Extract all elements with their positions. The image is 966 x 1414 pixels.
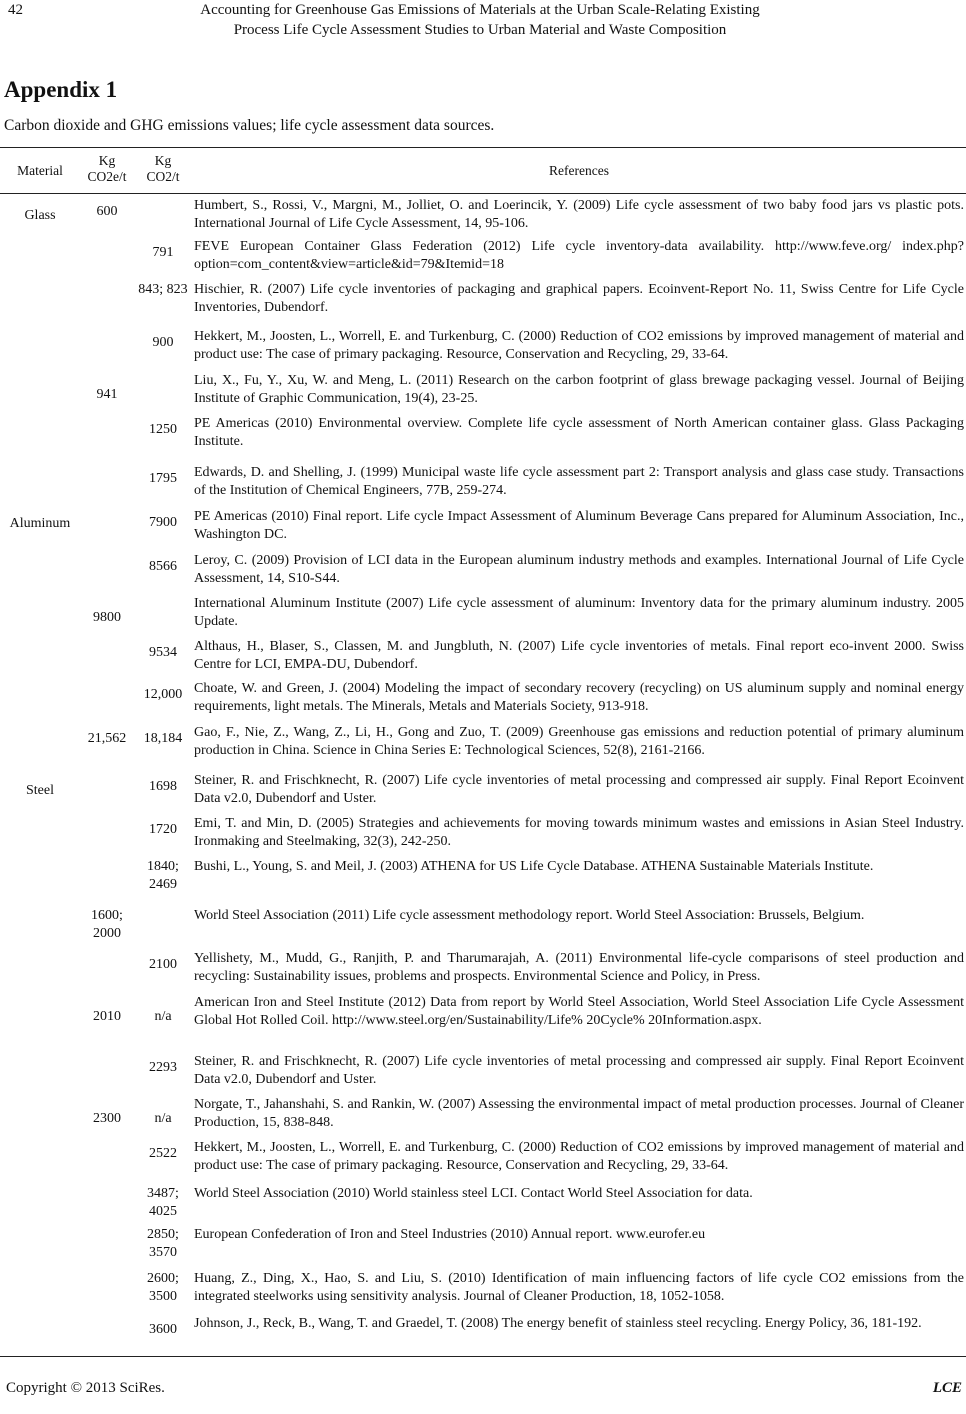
co2-cell: 843; 823 [138,282,188,297]
appendix-title: Appendix 1 [4,77,118,102]
co2-cell: 791 [152,245,174,260]
material-glass: Glass [24,208,56,223]
reference-cell: World Steel Association (2011) Life cycle assessment methodology report. World Steel Association: Brussels, Belgium. [194,908,865,923]
running-header [130,0,830,40]
co2e-cell: 2300 [93,1111,121,1126]
running-title-line-1: Accounting for Greenhouse Gas Emissions of Materials at the Urban Scale-Relating Existing [200,2,760,18]
reference-cell: Leroy, C. (2009) Provision of LCI data in the European aluminum industry methods and examples. International Journal of Life Cycle Assessment, 14, S10-S44. [194,553,964,586]
reference-cell: PE Americas (2010) Environmental overview. Complete life cycle assessment of North American container glass. Glass Packaging Institute. [194,416,964,449]
reference-cell: Huang, Z., Ding, X., Hao, S. and Liu, S. (2010) Identification of main influencing factors of life cycle CO2 emissions from the integrated steelworks using sensitivity analysis. Journal of Cleaner Production, 18, 1052-1058. [194,1271,964,1304]
reference-cell: Hekkert, M., Joosten, L., Worrell, E. and Turkenburg, C. (2000) Reduction of CO2 emissions by improved management of material and product use: The case of primary packaging. Resource, Conservation and Recycling, 29, 33-64. [194,329,964,362]
co2-cell: 1840; 2469 [147,859,179,892]
co2-cell: 1250 [149,422,177,437]
reference-cell: Humbert, S., Rossi, V., Margni, M., Jolliet, O. and Loerincik, Y. (2009) Life cycle assessment of two baby food jars vs plastic pots. International Journal of Life Cycle Assessment, 14, 95-106. [194,198,964,231]
reference-cell: World Steel Association (2010) World stainless steel LCI. Contact World Steel Association for data. [194,1186,753,1201]
co2-cell: 2293 [149,1060,177,1075]
co2e-cell: 941 [96,387,118,402]
reference-cell: Steiner, R. and Frischknecht, R. (2007) Life cycle inventories of metal processing and compressed air supply. Final Report Ecoinvent Data v2.0, Dubendorf and Uster. [194,773,964,806]
reference-cell: Althaus, H., Blaser, S., Classen, M. and Jungbluth, N. (2007) Life cycle inventories of metals. Final report eco-invent 2000. Swiss Centre for LCI, EMPA-DU, Dubendorf. [194,639,964,672]
co2e-cell: 1600; 2000 [91,908,123,941]
co2-cell: 3487; 4025 [147,1186,179,1219]
co2-cell: n/a [154,1009,172,1024]
co2-cell: 12,000 [143,687,183,702]
copyright: Copyright © 2013 SciRes. [6,1380,165,1396]
reference-cell: Hischier, R. (2007) Life cycle inventories of packaging and graphical papers. Ecoinvent-Report No. 11, Swiss Centre for Life Cycle Inventories, Dubendorf. [194,282,964,315]
co2-cell: 9534 [149,645,177,660]
co2-cell: 2850; 3570 [147,1227,179,1260]
co2-cell: 3600 [149,1322,177,1337]
co2e-cell: 600 [96,204,118,219]
reference-cell: Johnson, J., Reck, B., Wang, T. and Graedel, T. (2008) The energy benefit of stainless steel recycling. Energy Policy, 36, 181-192. [194,1316,922,1331]
table-caption: Carbon dioxide and GHG emissions values; life cycle assessment data sources. [4,117,495,134]
reference-cell: Gao, F., Nie, Z., Wang, Z., Li, H., Gong and Zuo, T. (2009) Greenhouse gas emissions and reduction potential of primary aluminum production in China. Science in China Series E: Technological Sciences, 52(8), 2161-2166. [194,725,964,758]
co2-cell: 2100 [149,957,177,972]
co2-cell: 1795 [149,471,177,486]
reference-cell: Bushi, L., Young, S. and Meil, J. (2003) ATHENA for US Life Cycle Database. ATHENA Sustainable Materials Institute. [194,859,874,874]
reference-cell: Steiner, R. and Frischknecht, R. (2007) Life cycle inventories of metal processing and compressed air supply. Final Report Ecoinvent Data v2.0, Dubendorf and Uster. [194,1054,964,1087]
reference-cell: Norgate, T., Jahanshahi, S. and Rankin, W. (2007) Assessing the environmental impact of metal production processes. Journal of Cleaner Production, 15, 838-848. [194,1097,964,1130]
co2-cell: 1698 [149,779,177,794]
reference-cell: Choate, W. and Green, J. (2004) Modeling the impact of secondary recovery (recycling) on US aluminum supply and nominal energy requirements, light metals. The Minerals, Metals and Materials Society, 913-918. [194,681,964,714]
page-number: 42 [8,2,23,18]
co2-cell: 2522 [149,1146,177,1161]
reference-cell: Emi, T. and Min, D. (2005) Strategies and achievements for moving towards minimum wastes and emissions in Asian Steel Industry. Ironmaking and Steelmaking, 32(3), 242-250. [194,816,964,849]
reference-cell: International Aluminum Institute (2007) Life cycle assessment of aluminum: Inventory data for the primary aluminum industry. 2005 Update. [194,596,964,629]
co2e-cell: 9800 [93,610,121,625]
table-header-rule [0,193,966,194]
table-top-rule [0,147,966,148]
reference-cell: Hekkert, M., Joosten, L., Worrell, E. and Turkenburg, C. (2000) Reduction of CO2 emissions by improved management of material and product use: The case of primary packaging. Resource, Conservation and Recycling, 29, 33-64. [194,1140,964,1173]
reference-cell: PE Americas (2010) Final report. Life cycle Impact Assessment of Aluminum Beverage Cans prepared for Aluminum Association, Inc., Washington DC. [194,509,964,542]
co2-cell: 2600; 3500 [147,1271,179,1304]
co2-cell: 1720 [149,822,177,837]
co2-cell: 18,184 [143,731,183,746]
co2-cell: n/a [154,1111,172,1126]
co2-cell: 8566 [149,559,177,574]
material-steel: Steel [26,783,54,798]
co2-cell: 7900 [149,515,177,530]
co2-cell: 900 [152,335,174,350]
co2e-cell: 21,562 [87,731,127,746]
running-title-line-2: Process Life Cycle Assessment Studies to Urban Material and Waste Composition [233,22,727,38]
header-material: Material [17,163,63,178]
header-references: References [549,163,609,178]
reference-cell: Liu, X., Fu, Y., Xu, W. and Meng, L. (2011) Research on the carbon footprint of glass brewage packaging vessel. Journal of Beijing Institute of Graphic Communication, 19(4), 23-25. [194,373,964,406]
header-co2e: Kg CO2e/t [87,153,127,184]
reference-cell: Yellishety, M., Mudd, G., Ranjith, P. and Tharumarajah, A. (2011) Environmental life-cycle comparisons of steel production and recycling: Sustainability issues, problems and prospects. Environmental Science and Policy, in Press. [194,951,964,984]
material-aluminum: Aluminum [9,516,71,531]
table-bottom-rule [0,1356,966,1357]
journal-abbrev: LCE [932,1380,962,1396]
reference-cell: FEVE European Container Glass Federation (2012) Life cycle inventory-data availability. http://www.feve.org/ index.php?option=com_content&view=article&id=79&Itemid=18 [194,239,964,272]
co2e-cell: 2010 [93,1009,121,1024]
reference-cell: European Confederation of Iron and Steel Industries (2010) Annual report. www.eurofer.eu [194,1227,706,1242]
reference-cell: American Iron and Steel Institute (2012) Data from report by World Steel Association, World Steel Association Life Cycle Assessment Global Hot Rolled Coil. http://www.steel.org/en/Sustainability/Life% 20Cycle% 20Information.aspx. [194,995,964,1028]
header-co2: Kg CO2/t [146,153,180,184]
reference-cell: Edwards, D. and Shelling, J. (1999) Municipal waste life cycle assessment part 2: Transport analysis and glass case study. Transactions of the Institution of Chemical Engineers, 77B, 259-274. [194,465,964,498]
